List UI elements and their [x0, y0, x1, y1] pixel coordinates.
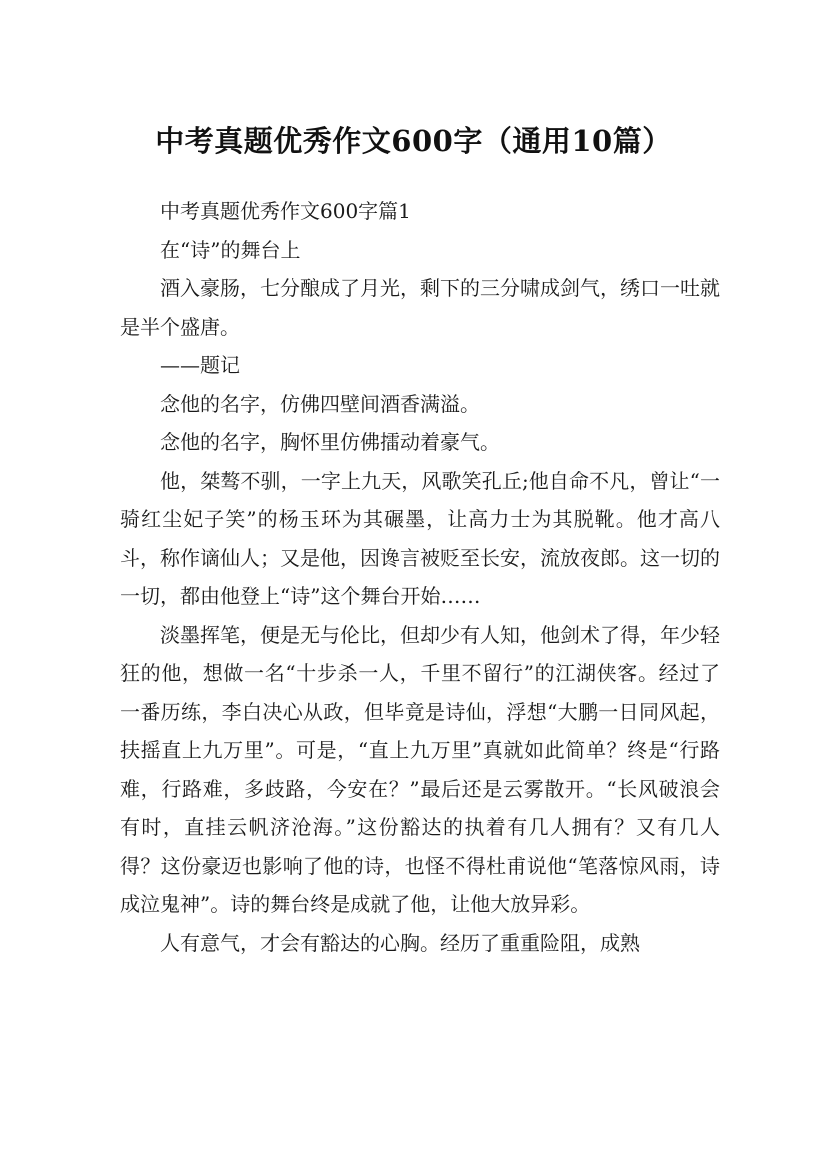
epigraph-attribution: ——题记 [160, 353, 240, 377]
body-paragraph: 念他的名字，胸怀里仿佛擂动着豪气。 [160, 430, 500, 454]
body-paragraph: 念他的名字，仿佛四壁间酒香满溢。 [160, 391, 480, 416]
document-title: 中考真题优秀作文600字（通用10篇） [155, 124, 672, 159]
body-paragraph: 淡墨挥笔，便是无与伦比，但却少有人知，他剑术了得，年少轻狂的他，想做一名“十步杀一人，千里不留行”的江湖侠客。经过了一番历练，李白决心从政，但毕竟是诗仙，浮想“大鹏一日同风起，扶摇直上九万里”。可是，“直上九万里”真就如此简单？终是“行路难，行路难，多歧路，今安在？”最后还是云雾散开。“长风破浪会有时，直挂云帆济沧海。”这份豁达的执着有几人拥有？又有几人得？这份豪迈也影响了他的诗，也怪不得杜甫说他“笔落惊风雨，诗成泣鬼神”。诗的舞台终是成就了他，让他大放异彩。 [120, 622, 720, 916]
epigraph: 酒入豪肠，七分酿成了月光，剩下的三分啸成剑气，绣口一吐就是半个盛唐。 [120, 276, 720, 339]
body-paragraph: 人有意气，才会有豁达的心胸。经历了重重险阻，成熟 [160, 930, 640, 955]
section-heading: 中考真题优秀作文600字篇1 [160, 199, 411, 223]
essay-title: 在“诗”的舞台上 [160, 237, 301, 262]
document-body [120, 192, 720, 962]
body-paragraph: 他，桀骜不驯，一字上九天，风歌笑孔丘;他自命不凡，曾让“一骑红尘妃子笑”的杨玉环为其碾墨，让高力士为其脱靴。他才高八斗，称作谪仙人；又是他，因谗言被贬至长安，流放夜郎。这一切的一切，都由他登上“诗”这个舞台开始…… [120, 468, 720, 608]
